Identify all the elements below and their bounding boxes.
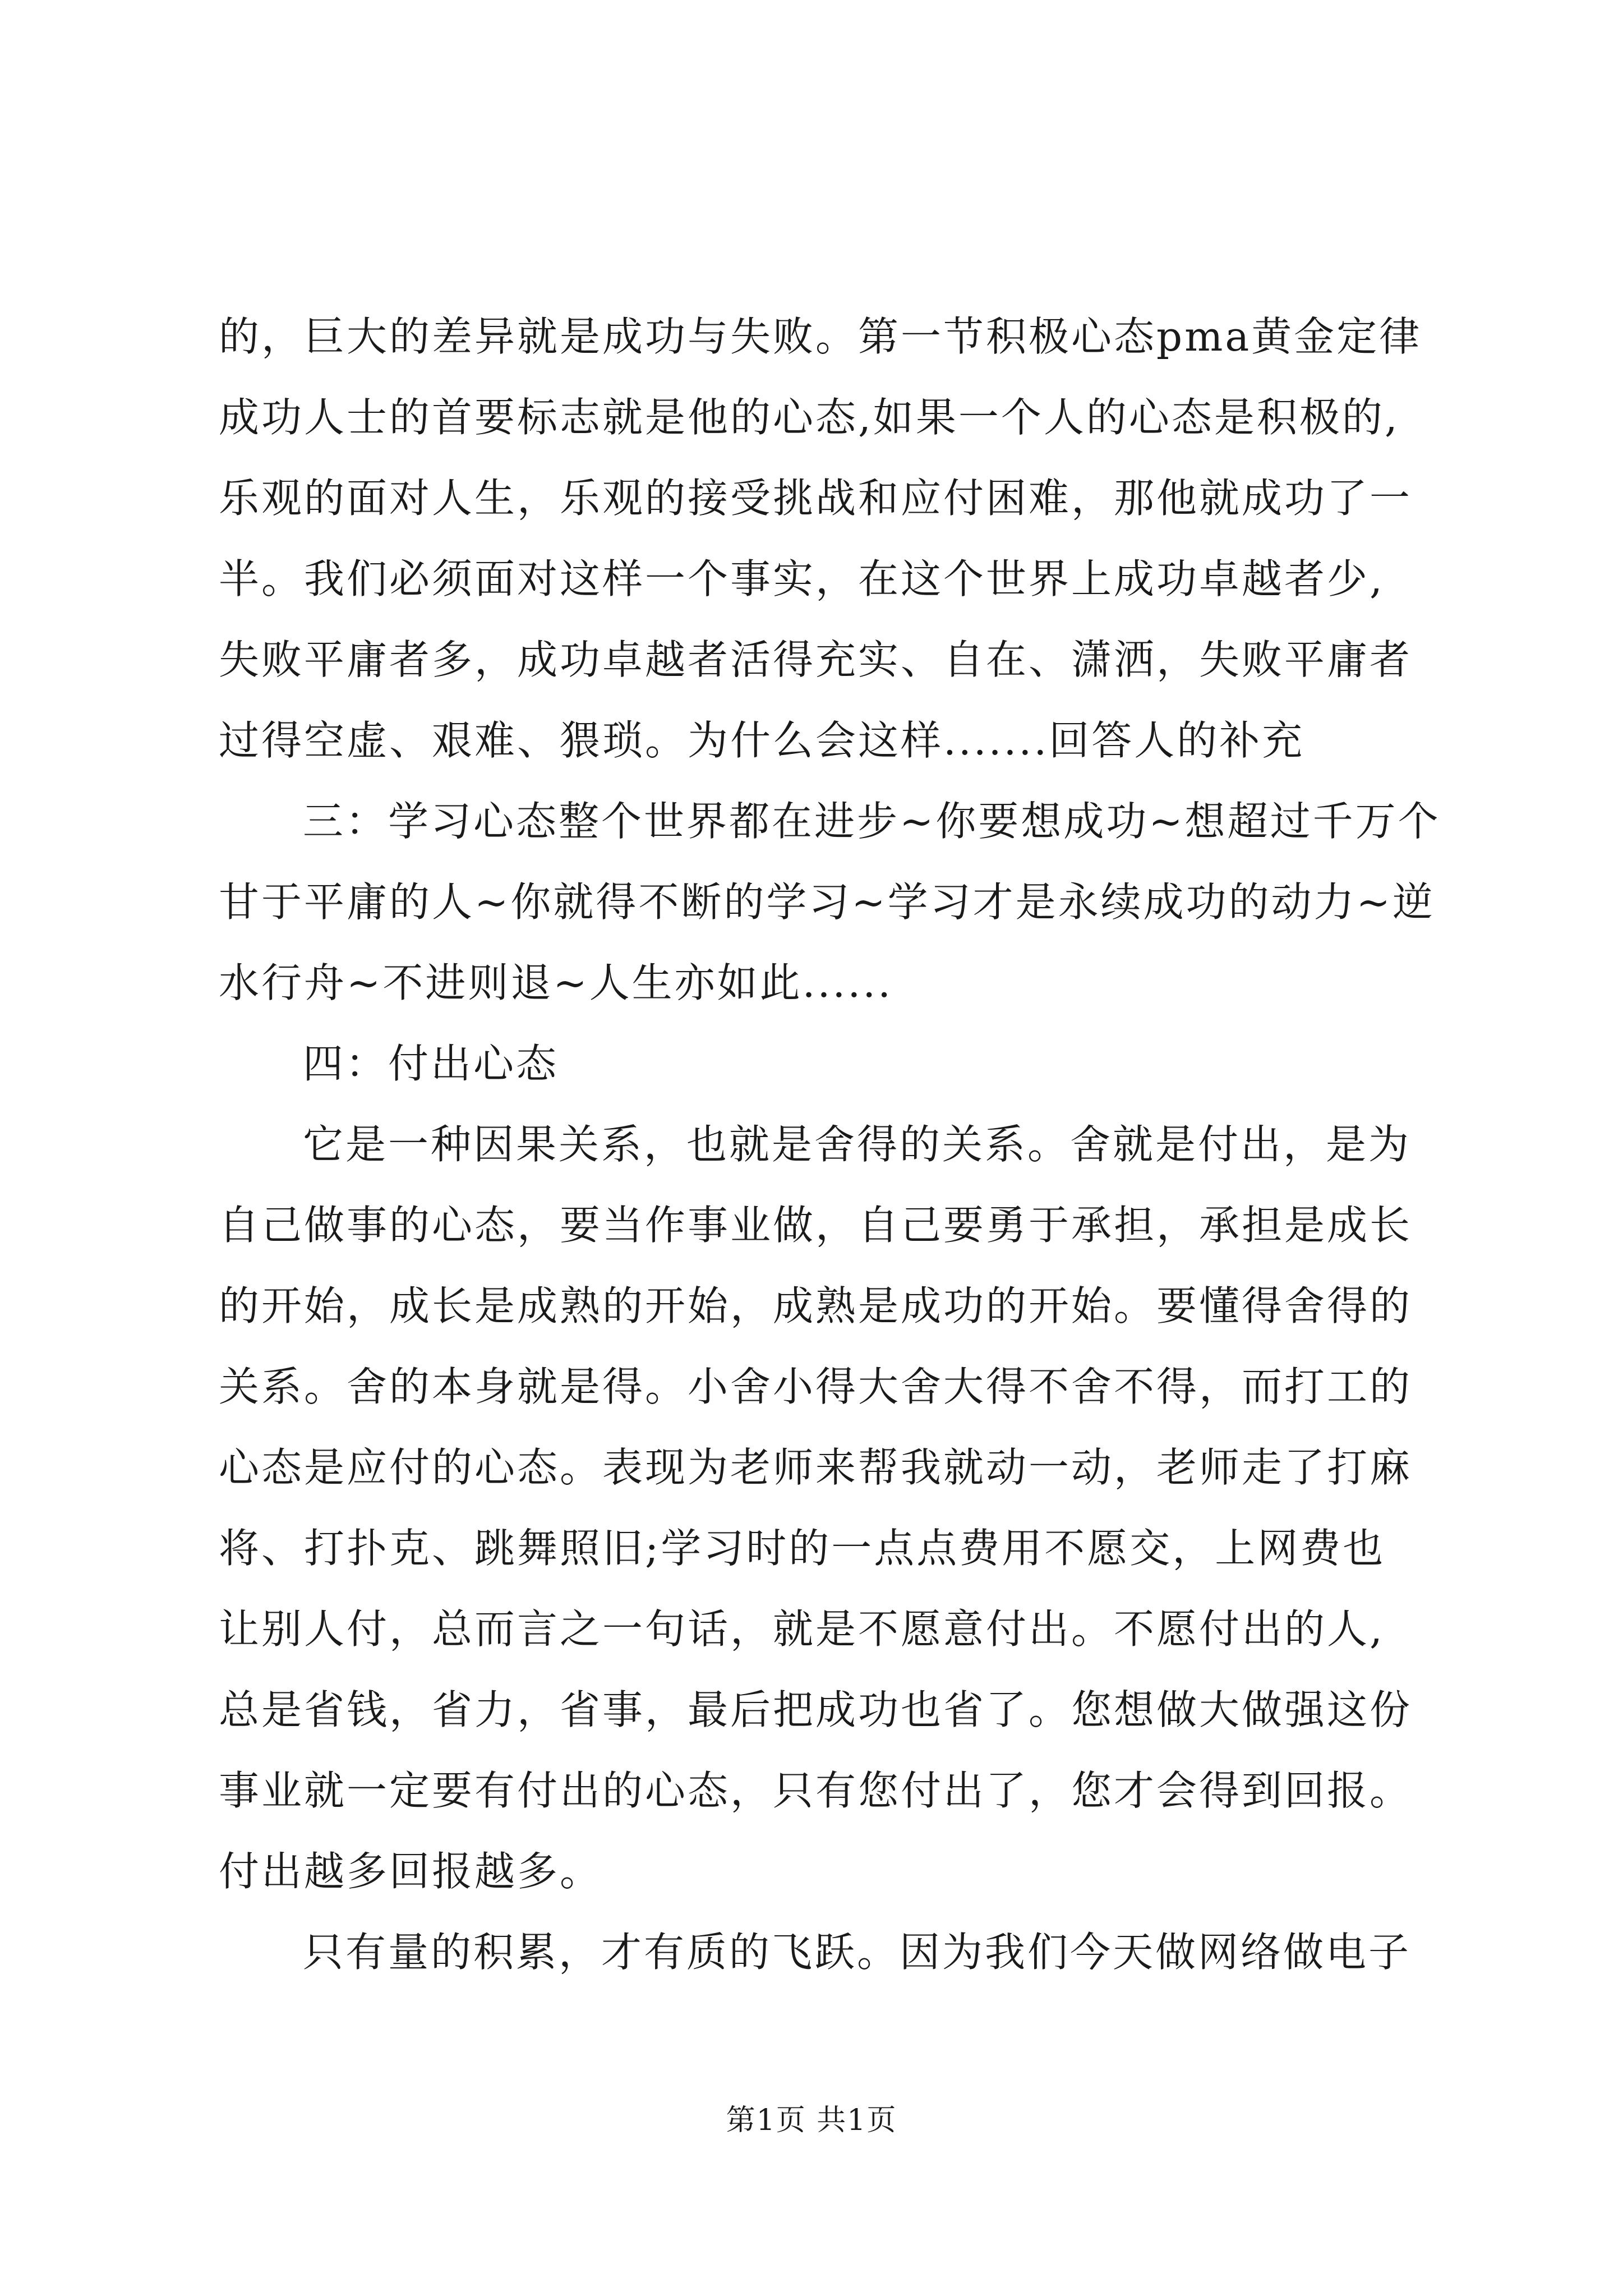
- section-heading: 四：付出心态: [303, 1040, 559, 1087]
- text-line: 关系。舍的本身就是得。小舍小得大舍大得不舍不得，而打工的: [219, 1363, 1413, 1410]
- text-line: 过得空虚、艰难、猥琐。为什么会这样.......回答人的补充: [219, 717, 1305, 764]
- text-line: 事业就一定要有付出的心态，只有您付出了，您才会得到回报。: [219, 1767, 1413, 1814]
- paragraph-first-line: 它是一种因果关系，也就是舍得的关系。舍就是付出，是为: [303, 1121, 1412, 1168]
- text-line: 自己做事的心态，要当作事业做，自己要勇于承担，承担是成长: [219, 1202, 1413, 1249]
- document-body: [219, 296, 1481, 1993]
- text-line: 成功人士的首要标志就是他的心态,如果一个人的心态是积极的,: [219, 394, 1400, 441]
- text-line: 心态是应付的心态。表现为老师来帮我就动一动，老师走了打麻: [219, 1444, 1413, 1491]
- text-line: 半。我们必须面对这样一个事实，在这个世界上成功卓越者少,: [219, 555, 1385, 602]
- text-line: 付出越多回报越多。: [219, 1848, 603, 1895]
- text-line: 将、打扑克、跳舞照旧;学习时的一点点费用不愿交，上网费也: [219, 1525, 1386, 1572]
- text-line: 的，巨大的差异就是成功与失败。第一节积极心态pma黄金定律: [219, 313, 1422, 360]
- text-line: 总是省钱，省力，省事，最后把成功也省了。您想做大做强这份: [219, 1686, 1413, 1733]
- text-line: 水行舟~不进则退~人生亦如此......: [219, 959, 893, 1006]
- text-line: 让别人付，总而言之一句话，就是不愿意付出。不愿付出的人,: [219, 1605, 1385, 1653]
- page-footer: 第1页 共1页: [726, 2104, 897, 2137]
- paragraph-first-line: 只有量的积累，才有质的飞跃。因为我们今天做网络做电子: [303, 1929, 1412, 1976]
- paragraph-first-line: 三：学习心态整个世界都在进步~你要想成功~想超过千万个: [303, 798, 1441, 845]
- text-line: 的开始，成长是成熟的开始，成熟是成功的开始。要懂得舍得的: [219, 1282, 1413, 1329]
- text-line: 失败平庸者多，成功卓越者活得充实、自在、潇洒，失败平庸者: [219, 636, 1413, 683]
- text-line: 甘于平庸的人~你就得不断的学习~学习才是永续成功的动力~逆: [219, 878, 1435, 926]
- text-line: 乐观的面对人生，乐观的接受挑战和应付困难，那他就成功了一: [219, 475, 1413, 522]
